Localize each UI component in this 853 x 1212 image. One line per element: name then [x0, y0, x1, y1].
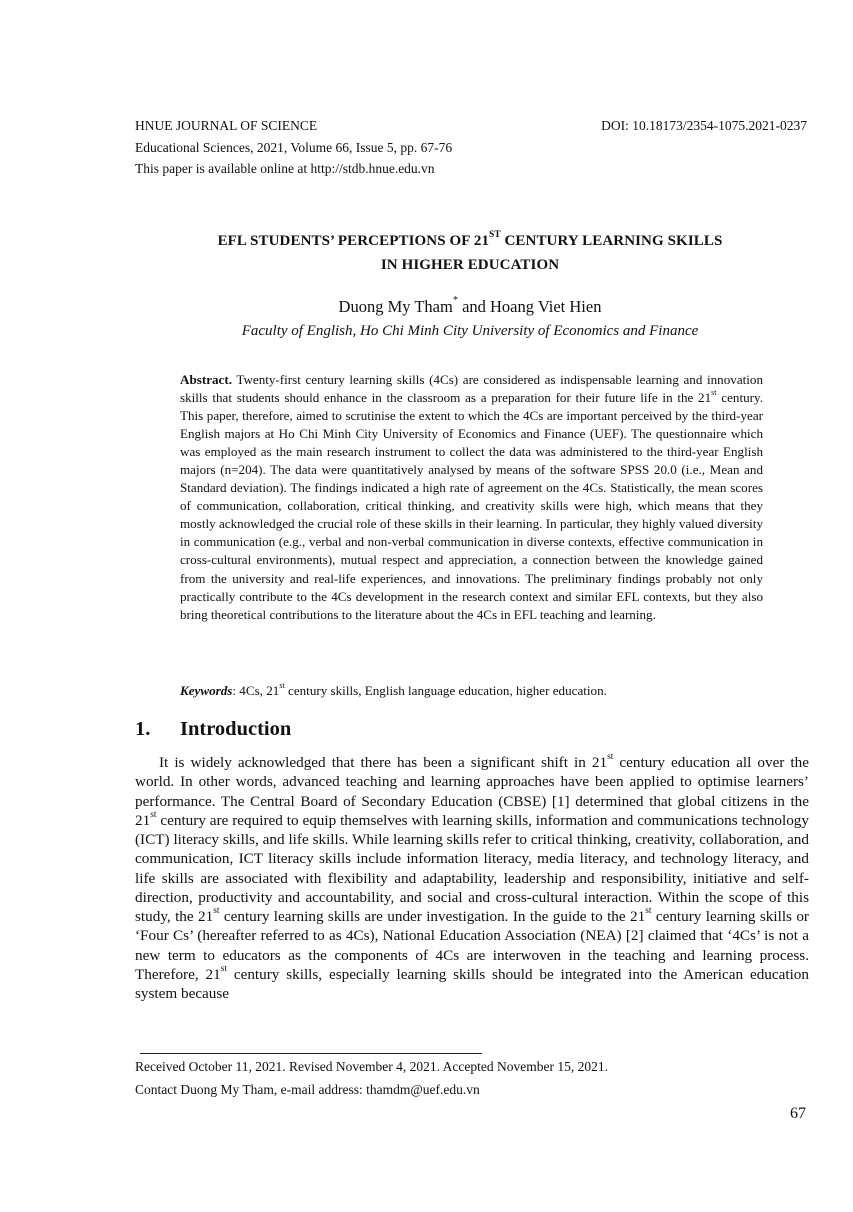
journal-name: HNUE JOURNAL OF SCIENCE: [135, 118, 318, 133]
affiliation: Faculty of English, Ho Chi Minh City University of Economics and Finance: [241, 323, 699, 339]
page-number: 67: [790, 1105, 806, 1122]
volume-info: Educational Sciences, 2021, Volume 66, Issue 5, pp. 67-76: [135, 140, 453, 155]
doi: DOI: 10.18173/2354-1075.2021-0237: [601, 118, 807, 133]
paper-title: [130, 229, 810, 277]
contact-email: Contact Duong My Tham, e-mail address: thamdm@uef.edu.vn: [135, 1082, 480, 1097]
introduction-paragraph: It is widely acknowledged that there has been a significant shift in 21st century education all over the world. In other words, advanced teaching and learning approaches have been applied to optimise learners’ performance. The Central Board of Secondary Education (CBSE) [1] determined that global citizens in the 21st century are required to equip themselves with learning skills, information and communications technology (ICT) literacy skills, and life skills. While learning skills refer to critical thinking, creativity, collaboration, and communication, ICT literacy skills include information literacy, media literacy, and technology literacy, and life skills are associated with flexibility and adaptability, leadership and responsibility, initiative and self-direction, productivity and accountability, and social and cross-cultural interaction. Within the scope of this study, the 21st century learning skills are under investigation. In the guide to the 21st century learning skills or ‘Four Cs’ (hereafter referred to as 4Cs), National Education Association (NEA) [2] claimed that ‘4Cs’ is not a new term to educators as the components of 4Cs are interwoven in the teaching and learning process. Therefore, 21st century skills, especially learning skills should be integrated into the American education system because: [135, 752, 809, 1002]
section-heading: 1. Introduction: [135, 718, 292, 740]
abstract-label: Abstract.: [180, 372, 232, 387]
title-line-2: IN HIGHER EDUCATION: [380, 257, 560, 273]
abstract: Abstract. Twenty-first century learning skills (4Cs) are considered as indispensable learning and innovation skills that students should enhance in the classroom as a preparation for their future life in the 21st century. This paper, therefore, aimed to scrutinise the extent to which the 4Cs are important perceived by the third-year English majors at Ho Chi Minh City University of Economics and Finance (UEF). The questionnaire which was employed as the main research instrument to collect the data was administered to the third-year English majors (n=204). The data were quantitatively analysed by means of the software SPSS 20.0 (i.e., Mean and Standard deviation). The findings indicated a high rate of agreement on the 4Cs. Statistically, the mean scores of communication, collaboration, critical thinking, and creativity skills were high, which means that they mostly acknowledged the crucial role of these skills in their learning. In particular, they highly valued diversity in communication (e.g., verbal and non-verbal communication in diverse contexts, effective communication in cross-cultural environments), mutual respect and appreciation, a connection between the knowledge gained from the university and real-life experiences, and innovations. The preliminary findings probably not only practically contribute to the 4Cs development in the research context and similar EFL contexts, but they also bring theoretical contributions to the literature about the 4Cs in EFL teaching and learning.: [180, 372, 763, 622]
keywords-label: Keywords: [180, 683, 233, 698]
received-dates: Received October 11, 2021. Revised November 4, 2021. Accepted November 15, 2021.: [135, 1059, 609, 1074]
availability: This paper is available online at http://stdb.hnue.edu.vn: [135, 161, 435, 176]
footnote-divider: [140, 1053, 482, 1054]
keywords: Keywords: 4Cs, 21st century skills, English language education, higher education.: [180, 681, 607, 698]
title-line-1: EFL STUDENTS’ PERCEPTIONS OF 21ST CENTURY LEARNING SKILLS: [217, 230, 723, 249]
authors: Duong My Tham* and Hoang Viet Hien: [338, 295, 602, 316]
